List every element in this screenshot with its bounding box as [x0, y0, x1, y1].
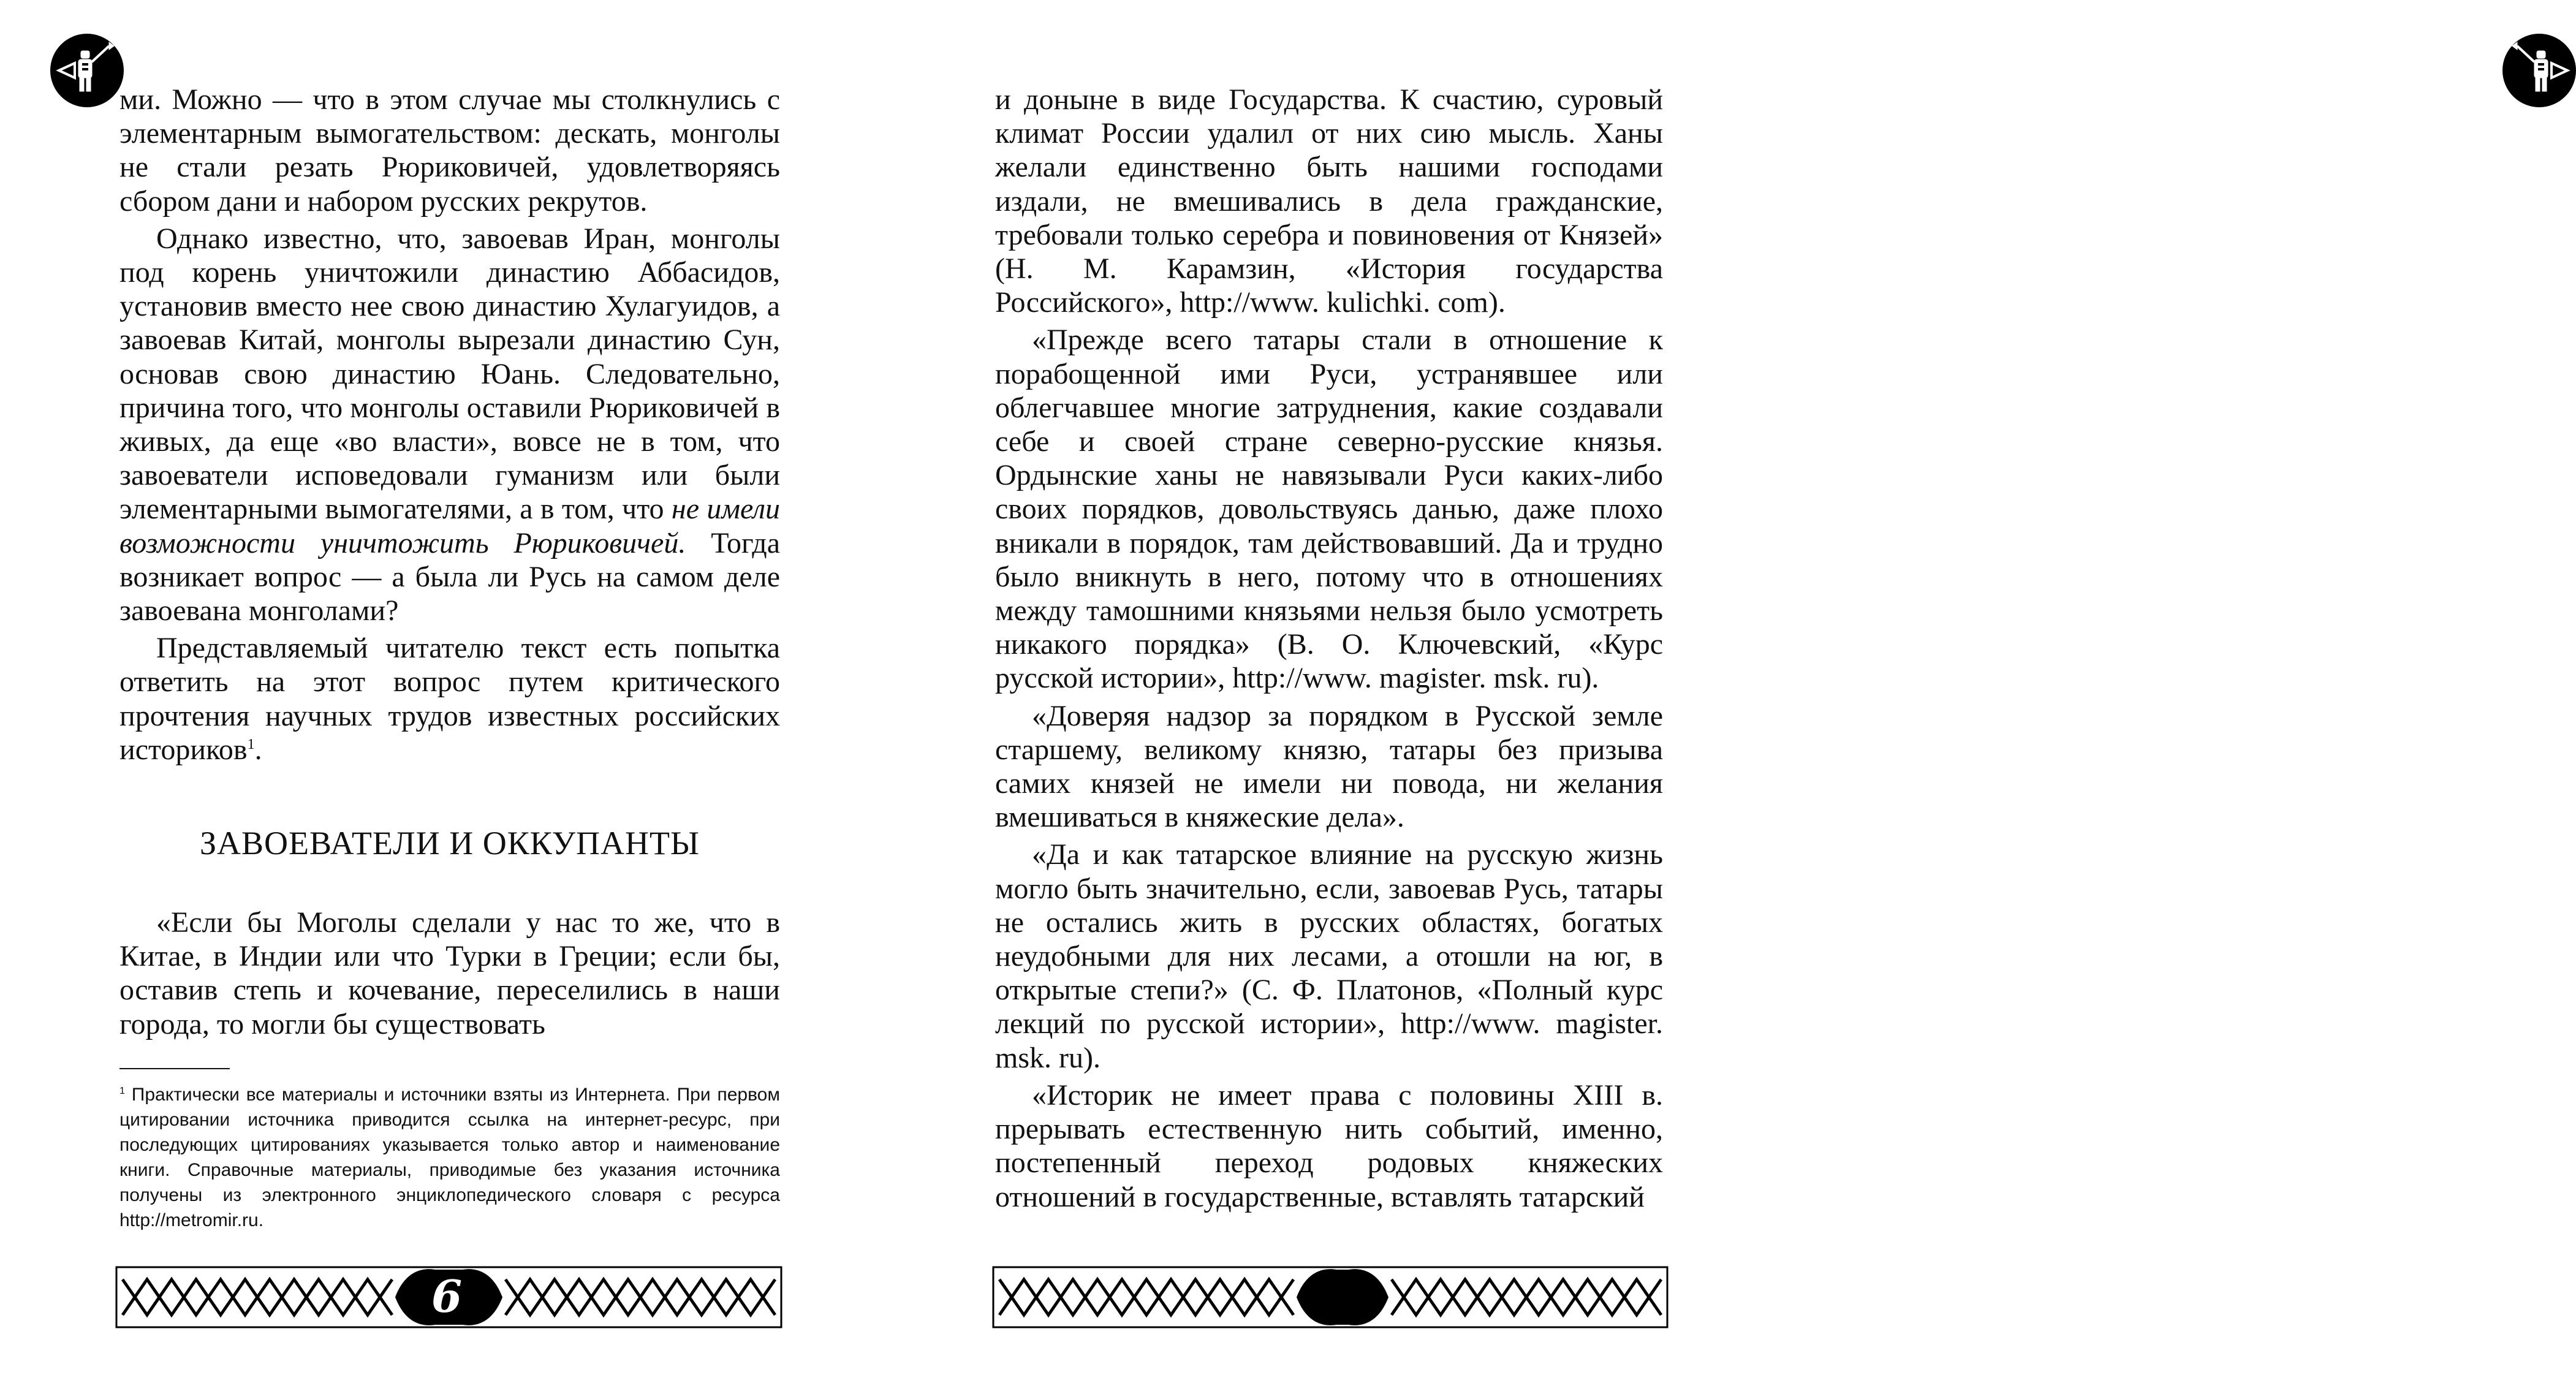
page-number: 6 [431, 1270, 463, 1322]
left-page [0, 0, 886, 1394]
paragraph: «Прежде всего татары стали в отношение к порабощенной ими Руси, устранявшее или облегчавшее многие затруднения, какие создавали себе и своей стране северно-русские князья. Ордынские ханы не навязывали Руси каких-либо своих порядков, довольствуясь данью, даже плохо вникали в порядок, там действовавший. Да и трудно было вникнуть в него, потому что в отношениях между тамошними князьями нельзя было усмотреть никакого порядка» (В. О. Ключевский, «Курс русской истории», http://www. magister. msk. ru). [995, 324, 1663, 695]
warrior-emblem-icon [50, 34, 124, 107]
emphasis-text: не имели возможности уничтожить Рюриковичей. [119, 493, 780, 559]
left-quote-text [119, 906, 780, 1041]
footnote-number: 1 [119, 1086, 125, 1096]
paragraph-text: Представляемый читателю текст есть попытка ответить на этот вопрос путем критического прочтения научных трудов известных российских историков [119, 632, 780, 766]
left-main-text [119, 83, 780, 767]
right-main-text [995, 83, 1663, 1214]
footnote [119, 1082, 780, 1233]
paragraph [119, 222, 780, 627]
paragraph-period: . [254, 733, 262, 766]
footnote-marker: 1 [247, 736, 255, 752]
paragraph: и доныне в виде Государства. К счастию, суровый климат России удалил от них сию мысль. Ханы желали единственно быть нашими господами издали, не вмешивались в дела гражданские, требовали только серебра и повиновения от Князей» (Н. М. Карамзин, «История государства Российского», http://www. kulichki. com). [995, 83, 1663, 319]
paragraph [119, 631, 780, 767]
section-heading: ЗАВОЕВАТЕЛИ И ОККУПАНТЫ [199, 825, 700, 862]
footnote-divider [119, 1068, 230, 1069]
paragraph: «Историк не имеет права с половины XIII в. прерывать естественную нить событий, именно, постепенный переход родовых княжеских отношений в государственные, вставлять татарский [995, 1078, 1663, 1213]
paragraph-text: Тогда возникает вопрос — а была ли Русь на самом деле завоевана монголами? [119, 526, 781, 627]
paragraph: «Да и как татарское влияние на русскую жизнь могло быть значительно, если, завоевав Русь, татары не остались жить в русских областях, богатых неудобными для них лесами, а отошли на юг, в открытые степи?» (С. Ф. Платонов, «Полный курс лекций по русской истории», http://www. magister. msk. ru). [995, 838, 1663, 1074]
interlace-ornament [993, 1261, 1667, 1333]
paragraph: «Если бы Моголы сделали у нас то же, что в Китае, в Индии или что Турки в Греции; если бы, оставив степь и кочевание, переселились в наши города, то могли бы существовать [119, 906, 780, 1040]
right-page [886, 0, 1982, 1394]
warrior-emblem-icon [2502, 34, 2576, 107]
paragraph-text: Однако известно, что, завоевав Иран, монголы под корень уничтожили династию Аббасидов, установив вместо нее свою династию Хулагуидов, а завоевав Китай, монголы вырезали династию Сун, основав свою династию Юань. Следовательно, причина того, что монголы оставили Рюриковичей в живых, да еще «во власти», вовсе не в том, что завоеватели исповедовали гуманизм или были элементарными вымогателями, а в том, что [119, 222, 780, 526]
paragraph: ми. Можно — что в этом случае мы столкнулись с элементарным вымогательством: дескать, монголы не стали резать Рюриковичей, удовлетворяясь сбором дани и набором русских рекрутов. [119, 83, 780, 218]
paragraph: «Доверяя надзор за порядком в Русской земле старшему, великому князю, татары без призыва самих князей не имели ни повода, ни желания вмешиваться в княжеские дела». [995, 699, 1663, 834]
page-number: 7 [1950, 1270, 1982, 1322]
footnote-text: Практически все материалы и источники взяты из Интернета. При первом цитировании источника приводится ссылка на интернет-ресурс, при последующих цитированиях указывается только автор и наименование книги. Справочные материалы, приводимые без указания источника получены из электронного энциклопедического словаря с ресурса http://metromir.ru. [119, 1085, 780, 1230]
